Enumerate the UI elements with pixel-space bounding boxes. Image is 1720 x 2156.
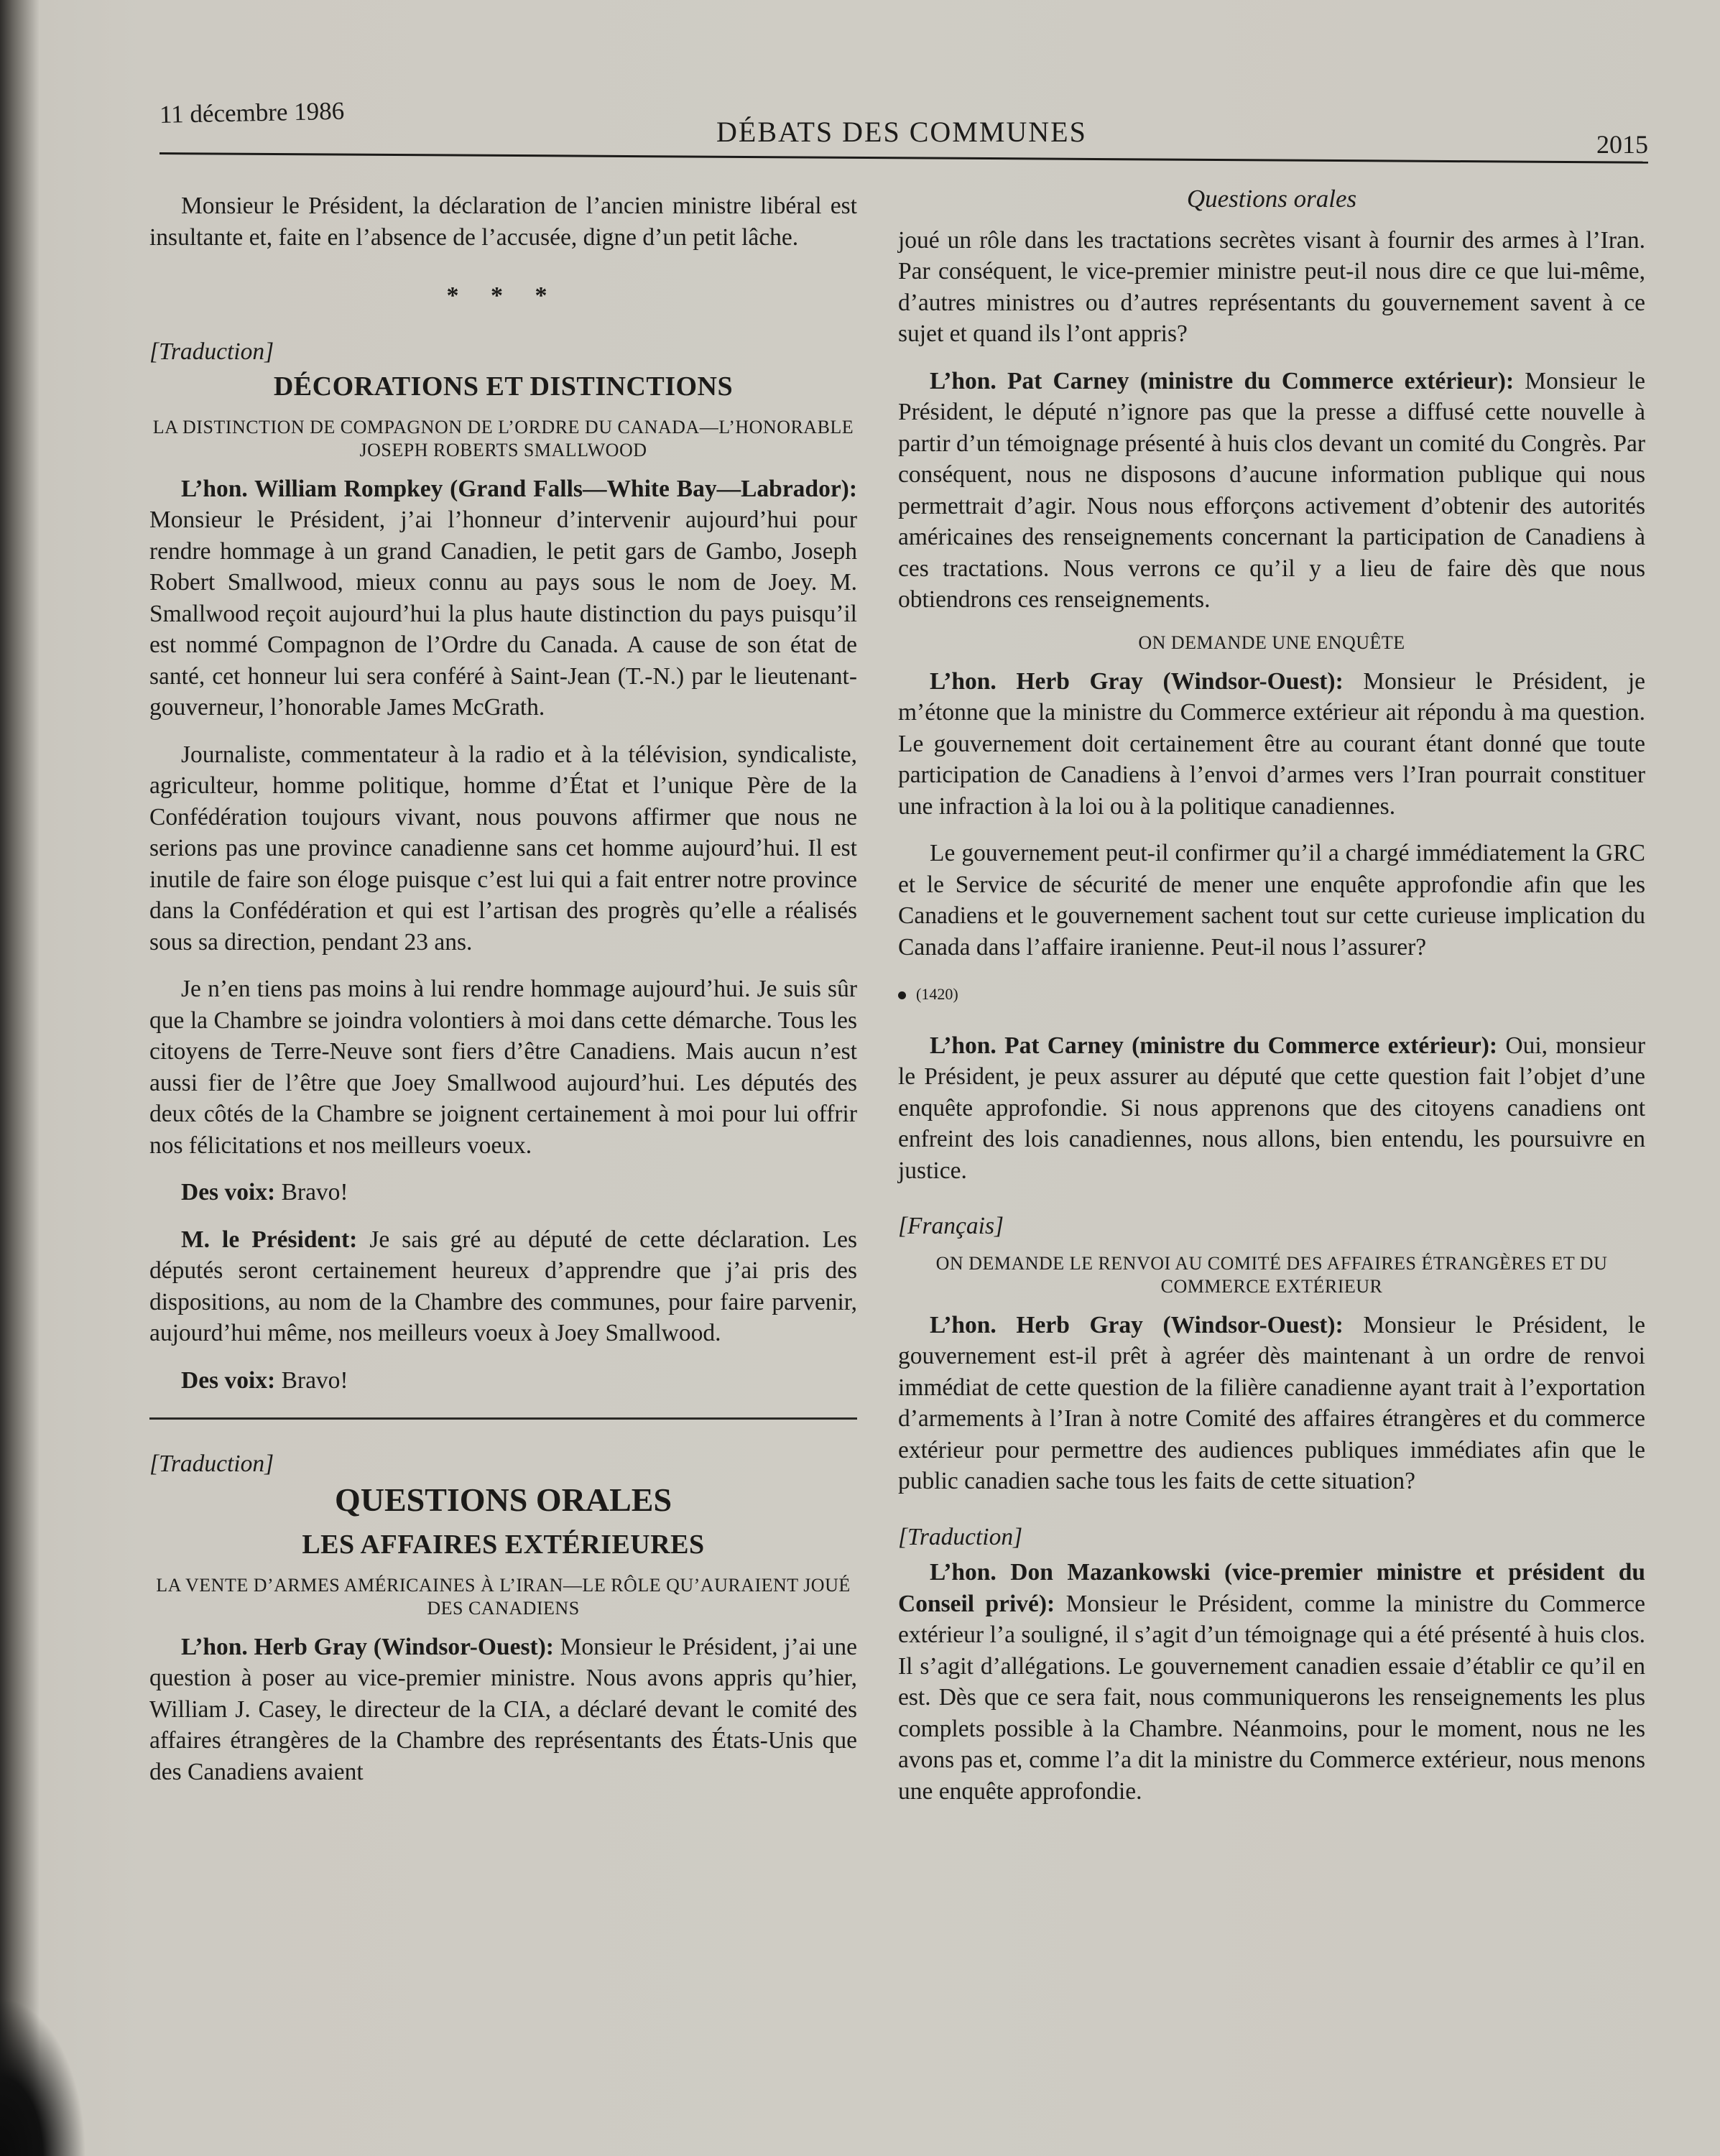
paragraph bbox=[149, 1365, 857, 1397]
speech-text: Bravo! bbox=[275, 1366, 348, 1394]
sub-heading: ON DEMANDE UNE ENQUÊTE bbox=[1138, 631, 1405, 653]
paragraph: joué un rôle dans les tractations secrètes visant à fournir des armes à l’Iran. Par conséquent, le vice-premier ministre peut-il nous dire ce que lui-même, d’autres ministres ou d’autres représentants du gouvernement savent à ce sujet et quand ils l’ont appris? bbox=[898, 226, 1645, 347]
timestamp-text: (1420) bbox=[916, 985, 958, 1003]
speaker-name: L’hon. Herb Gray (Windsor-Ouest): bbox=[930, 1311, 1344, 1338]
speech-text: Monsieur le Président, le député n’ignore pas que la presse a diffusé cette nouvelle à partir d’un témoignage présenté à huis clos devant un comité du Congrès. Par conséquent, nous ne disposons d’aucune information publique qui nous permettrait d’agir. Nous nous efforçons activement d’obtenir des autorités américaines des renseignements concernant la participation de Canadiens à ces tractations. Nous verrons ce qu’il y a lieu de faire dès que nous obtiendrons ces renseignements. bbox=[898, 367, 1645, 613]
speech-text: Je sais gré au député de cette déclaration. Les députés seront certainement heureux d’apprendre que j’ai pris des dispositions, au nom de la Chambre des communes, pour faire parvenir, aujourd’hui même, nos meilleurs voeux à Joey Smallwood. bbox=[149, 1226, 857, 1346]
book-spine-shadow bbox=[0, 1997, 86, 2156]
language-tag: [Français] bbox=[898, 1213, 1004, 1239]
speaker-name: L’hon. Herb Gray (Windsor-Ouest): bbox=[181, 1633, 554, 1660]
language-tag: [Traduction] bbox=[149, 1451, 274, 1477]
section-heading: LES AFFAIRES EXTÉRIEURES bbox=[302, 1530, 705, 1560]
paragraph: Je n’en tiens pas moins à lui rendre hommage aujourd’hui. Je suis sûr que la Chambre se joindra volontiers à moi dans cette démarche. Tous les citoyens de Terre-Neuve sont fiers d’être Canadiens. Mais aucun n’est aussi fier de l’être que Joey Smallwood aujourd’hui. Les députés des deux côtés de la Chambre se joignent certainement à moi pour lui offrir nos félicitations et nos meilleurs voeux. bbox=[149, 976, 857, 1159]
speech-text: Oui, monsieur le Président, je peux assurer au député que cette question fait l’objet d’une enquête approfondie. Si nous apprenons que des citoyens canadiens ont enfreint des lois canadiennes, nous allons, bien entendu, les poursuivre en justice. bbox=[898, 1032, 1646, 1184]
section-separator: * * * bbox=[446, 282, 560, 309]
paragraph bbox=[898, 366, 1645, 616]
paragraph bbox=[898, 1557, 1645, 1807]
section-heading: DÉCORATIONS ET DISTINCTIONS bbox=[273, 371, 734, 402]
right-column bbox=[898, 183, 1645, 1823]
page-header bbox=[159, 96, 1648, 159]
running-head: Questions orales bbox=[1186, 185, 1357, 213]
paragraph bbox=[149, 1632, 857, 1788]
header-rule bbox=[159, 152, 1648, 164]
speaker-name: Des voix: bbox=[181, 1366, 276, 1394]
paragraph bbox=[149, 1177, 857, 1208]
speaker-name: L’hon. William Rompkey (Grand Falls—White Bay—Labrador): bbox=[181, 475, 857, 502]
speech-text: Monsieur le Président, j’ai une question à poser au vice-premier ministre. Nous avons appris qu’hier, William J. Casey, le directeur de la CIA, a déclaré devant le comité des affaires étrangères de la Chambre des représentants des États-Unis que des Canadiens avaient bbox=[149, 1633, 857, 1785]
speaker-name: L’hon. Pat Carney (ministre du Commerce extérieur): bbox=[930, 1032, 1498, 1059]
speaker-name: Des voix: bbox=[181, 1179, 276, 1206]
timestamp-marker bbox=[898, 978, 1645, 1010]
speaker-name: L’hon. Herb Gray (Windsor-Ouest): bbox=[930, 667, 1344, 695]
paragraph bbox=[898, 1310, 1645, 1497]
header-date: 11 décembre 1986 bbox=[159, 96, 345, 129]
sub-heading: ON DEMANDE LE RENVOI AU COMITÉ DES AFFAIRES ÉTRANGÈRES ET DU COMMERCE EXTÉRIEUR bbox=[935, 1252, 1608, 1297]
paragraph bbox=[149, 1224, 857, 1349]
paragraph bbox=[149, 473, 857, 723]
header-title: DÉBATS DES COMMUNES bbox=[716, 116, 1087, 148]
speech-text: Monsieur le Président, comme la ministre du Commerce extérieur l’a souligné, il s’agit d’un témoignage qui a été présenté à huis clos. Il s’agit d’allégations. Le gouvernement canadien essaie d’établir ce qu’il en est. Dès que ce sera fait, nous communiquerons les renseignements les plus complets possible à la Chambre. Néanmoins, pour le moment, nous ne les avons pas et, comme l’a dit la ministre du Commerce extérieur, nous menons une enquête approfondie. bbox=[898, 1590, 1645, 1805]
speaker-name: L’hon. Pat Carney (ministre du Commerce extérieur): bbox=[930, 367, 1515, 394]
language-tag: [Traduction] bbox=[898, 1523, 1023, 1550]
left-column bbox=[149, 190, 857, 1803]
paragraph: Le gouvernement peut-il confirmer qu’il a chargé immédiatement la GRC et le Service de sécurité de mener une enquête approfondie afin que les Canadiens et le gouvernement sachent tout sur cette curieuse implication du Canada dans l’affaire iranienne. Peut-il nous l’assurer? bbox=[898, 840, 1645, 961]
major-heading: QUESTIONS ORALES bbox=[334, 1481, 672, 1518]
paragraph: Monsieur le Président, la déclaration de l’ancien ministre libéral est insultante et, faite en l’absence de l’accusée, digne d’un petit lâche. bbox=[149, 193, 857, 251]
speaker-name: L’hon. Don Mazankowski (vice-premier ministre et président du Conseil privé): bbox=[898, 1559, 1645, 1617]
bullet-icon bbox=[898, 991, 906, 999]
section-rule bbox=[149, 1417, 857, 1420]
language-tag: [Traduction] bbox=[149, 338, 274, 365]
sub-heading: LA VENTE D’ARMES AMÉRICAINES À L’IRAN—LE RÔLE QU’AURAIENT JOUÉ DES CANADIENS bbox=[156, 1574, 851, 1619]
paragraph bbox=[898, 1030, 1645, 1187]
speaker-name: M. le Président: bbox=[181, 1226, 358, 1253]
speech-text: Monsieur le Président, je m’étonne que la ministre du Commerce extérieur ait répondu à ma question. Le gouvernement doit certainement être au courant étant donné que toute participation de Canadiens à l’envoi d’armes vers l’Iran pourrait constituer une infraction à la loi ou à la politique canadiennes. bbox=[898, 667, 1645, 820]
page-number: 2015 bbox=[1596, 130, 1648, 159]
sub-heading: LA DISTINCTION DE COMPAGNON DE L’ORDRE DU CANADA—L’HONORABLE JOSEPH ROBERTS SMALLWOOD bbox=[152, 416, 854, 461]
speech-text: Monsieur le Président, j’ai l’honneur d’intervenir aujourd’hui pour rendre hommage à un grand Canadien, le petit gars de Gambo, Joseph Robert Smallwood, mieux connu au pays sous le nom de Joey. M. Smallwood reçoit aujourd’hui la plus haute distinction du pays puisqu’il est nommé Compagnon de l’Ordre du Canada. A cause de son état de santé, cet honneur lui sera conféré à Saint-Jean (T.-N.) par le lieutenant-gouverneur, l’honorable James McGrath. bbox=[149, 506, 857, 721]
paragraph: Journaliste, commentateur à la radio et à la télévision, syndicaliste, agriculteur, homme politique, homme d’État et l’unique Père de la Confédération toujours vivant, nous pouvons affirmer que nous ne serions pas une province canadienne sans cet homme aujourd’hui. Il est inutile de faire son éloge puisque c’est lui qui a fait entrer notre province dans la Confédération et qui est l’artisan des progrès qu’elle a réalisés sous sa direction, pendant 23 ans. bbox=[149, 741, 857, 956]
speech-text: Monsieur le Président, le gouvernement est-il prêt à agréer dès maintenant à un ordre de renvoi immédiat de cette question de la filière canadienne ayant trait à l’exportation d’armements à l’Iran à notre Comité des affaires étrangères et du commerce extérieur pour permettre des audiences publiques immédiates afin que le public canadien sache tous les faits de cette situation? bbox=[898, 1311, 1645, 1494]
speech-text: Bravo! bbox=[275, 1179, 348, 1206]
paragraph bbox=[898, 666, 1645, 823]
